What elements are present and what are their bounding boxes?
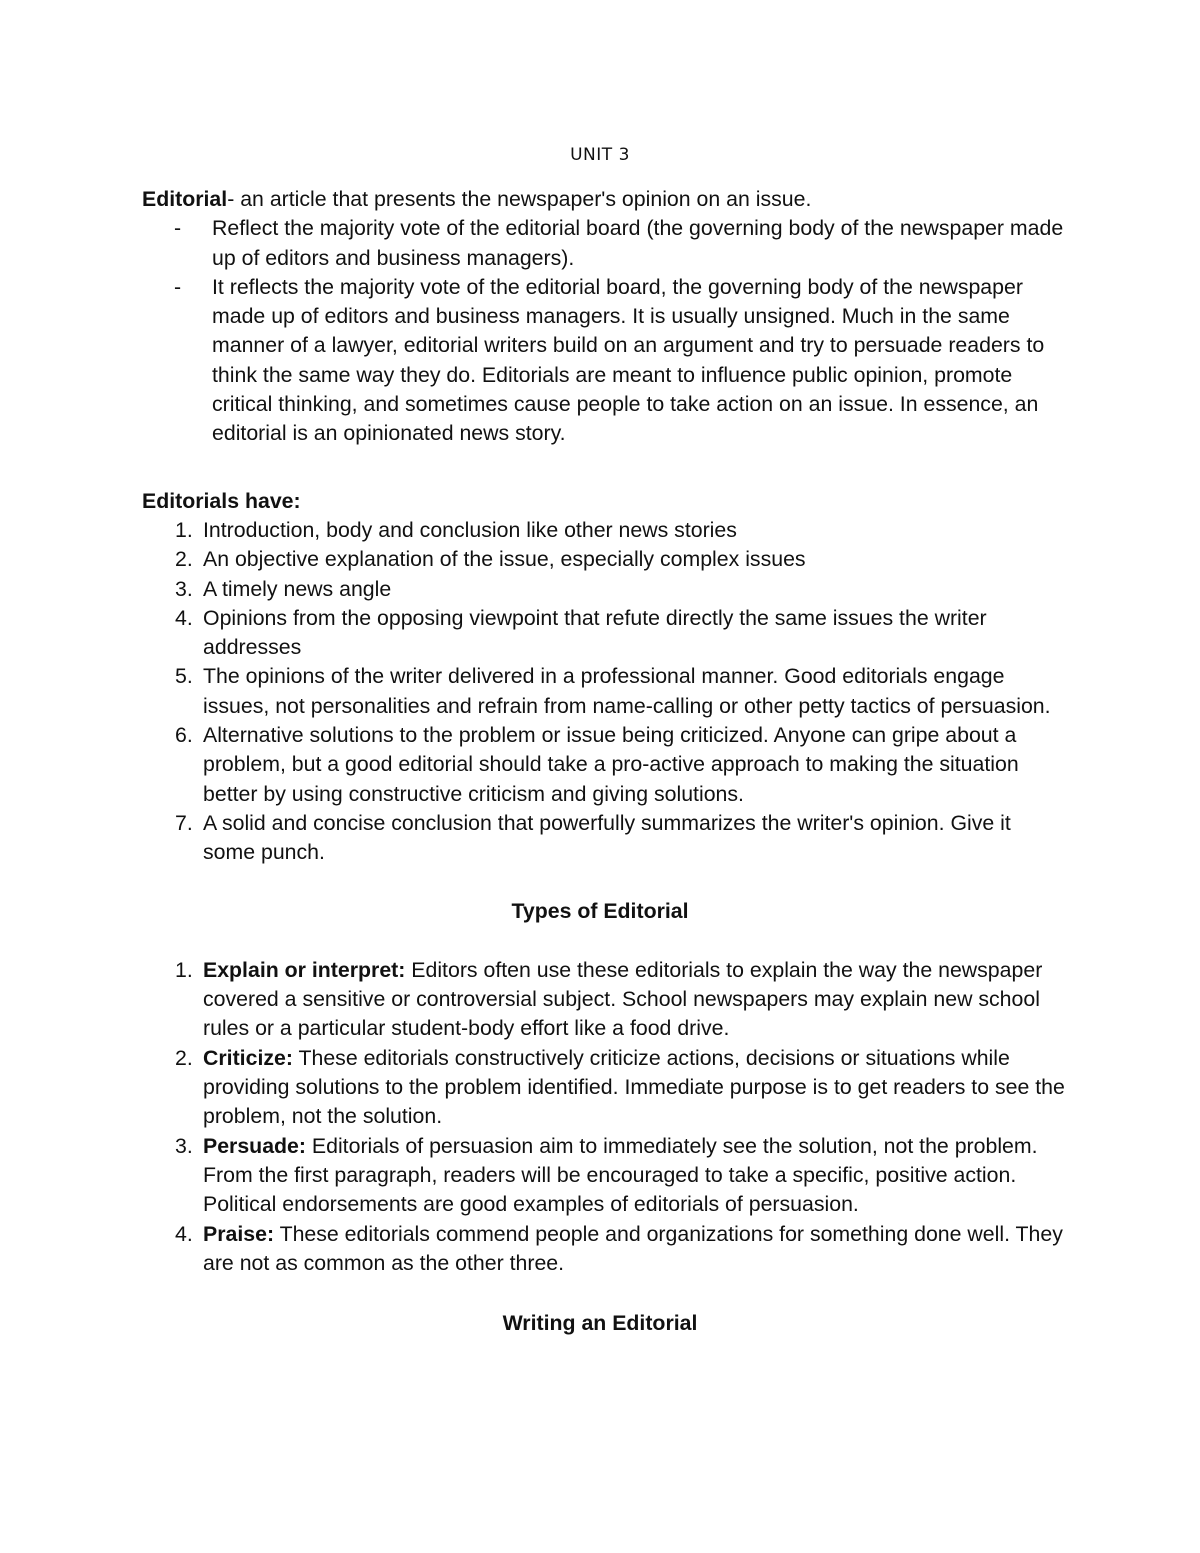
list-item: 3. A timely news angle [175,576,392,601]
list-item: 6. Alternative solutions to the problem or issue being criticized. Anyone can gripe about a problem, but a good editorial should take a pro-active approach to making the situation better by using constructive criticism and giving solutions. [175,723,1019,806]
list-item: 7. A solid and concise conclusion that powerfully summarizes the writer's opinion. Give it some punch. [175,810,1011,865]
definition-term: Editorial [142,187,228,211]
list-item: 3. Persuade: Editorials of persuasion aim to immediately see the solution, not the problem. From the first paragraph, readers will be encouraged to take a specific, positive action. Political endorsements are good examples of editorials of persuasion. [175,1133,1038,1217]
list-item: - Reflect the majority vote of the editorial board (the governing body of the newspaper made up of editors and business managers). [174,216,1064,270]
list-item: 2. An objective explanation of the issue, especially complex issues [175,547,806,572]
editorials-have-heading: Editorials have: [142,488,301,513]
document-body [142,185,1067,1338]
definition-text: - an article that presents the newspaper's opinion on an issue. [227,187,812,211]
definition-points-list [142,214,1067,448]
types-list [142,956,1067,1278]
list-item: 4. Opinions from the opposing viewpoint that refute directly the same issues the writer addresses [175,605,987,660]
list-item: 1. Introduction, body and conclusion like other news stories [175,517,737,542]
list-item: 2. Criticize: These editorials constructively criticize actions, decisions or situations while providing solutions to the problem identified. Immediate purpose is to get readers to see the problem, not the solution. [175,1045,1065,1129]
editorials-have-list [142,516,1067,868]
unit-title: UNIT 3 [570,145,630,165]
list-item: 5. The opinions of the writer delivered in a professional manner. Good editorials engage issues, not personalities and refrain from name-calling or other petty tactics of persuasion. [175,664,1051,718]
writing-heading: Writing an Editorial [502,1311,698,1336]
types-heading: Types of Editorial [511,898,689,923]
list-item: - It reflects the majority vote of the editorial board, the governing body of the newspaper made up of editors and business managers. It is usually unsigned. Much in the same manner of a lawyer, editorial writers build on an argument and try to persuade readers to think the same way they do. Editorials are meant to influence public opinion, promote critical thinking, and sometimes cause people to take action on an issue. In essence, an editorial is an opinionated news story. [174,274,1045,446]
definition-paragraph [142,185,1067,214]
list-item: 1. Explain or interpret: Editors often use these editorials to explain the way the newspaper covered a sensitive or controversial subject. School newspapers may explain new school rules or a particular student-body effort like a food drive. [175,957,1043,1041]
list-item: 4. Praise: These editorials commend people and organizations for something done well. They are not as common as the other three. [175,1221,1063,1275]
